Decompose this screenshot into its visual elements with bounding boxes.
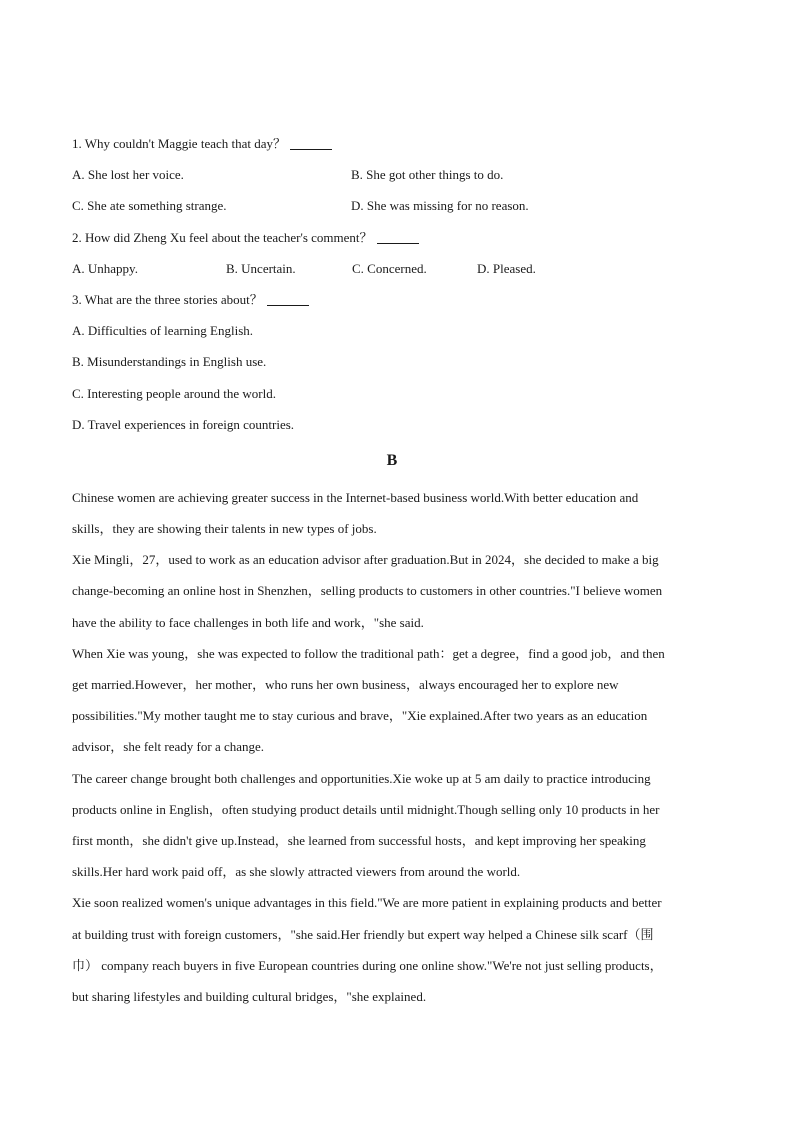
question-2-options-row xyxy=(72,253,712,284)
question-3-stem xyxy=(72,284,712,315)
answer-blank[interactable] xyxy=(267,289,309,306)
answer-blank[interactable] xyxy=(290,133,332,150)
option-d[interactable]: D. Travel experiences in foreign countries. xyxy=(72,416,295,432)
passage-line: Chinese women are achieving greater success in the Internet-based business world.With better education and xyxy=(72,489,639,505)
passage-line: skills，they are showing their talents in new types of jobs. xyxy=(72,521,377,537)
passage-line: 巾） company reach buyers in five European countries during one online show."We're not just selling products， xyxy=(72,957,663,973)
passage-line: possibilities."My mother taught me to stay curious and brave，"Xie explained.After two years as an education xyxy=(72,708,648,724)
option-a[interactable]: A. She lost her voice. xyxy=(72,167,184,183)
passage-line: The career change brought both challenges and opportunities.Xie woke up at 5 am daily to practice introducing xyxy=(72,770,651,786)
passage-line: advisor，she felt ready for a change. xyxy=(72,739,265,755)
passage-line: Xie Mingli，27，used to work as an education advisor after graduation.But in 2024，she decided to make a big xyxy=(72,552,659,568)
option-a[interactable]: A. Unhappy. xyxy=(72,260,138,276)
option-c[interactable]: C. She ate something strange. xyxy=(72,198,227,214)
option-d[interactable]: D. Pleased. xyxy=(477,260,536,276)
answer-blank[interactable] xyxy=(377,227,419,244)
passage-line: have the ability to face challenges in both life and work，"she said. xyxy=(72,614,424,630)
option-c[interactable]: C. Concerned. xyxy=(352,260,427,276)
passage-line: skills.Her hard work paid off，as she slowly attracted viewers from around the world. xyxy=(72,864,521,880)
passage-line: change-becoming an online host in Shenzhen，selling products to customers in other countries."I believe women xyxy=(72,583,663,599)
question-1-stem xyxy=(72,128,712,159)
option-a[interactable]: A. Difficulties of learning English. xyxy=(72,323,254,339)
option-c[interactable]: C. Interesting people around the world. xyxy=(72,385,276,401)
question-stem-text: 1. Why couldn't Maggie teach that day？ xyxy=(72,136,287,151)
passage-line: Xie soon realized women's unique advantages in this field."We are more patient in explaining products and better xyxy=(72,895,662,911)
passage-line: first month，she didn't give up.Instead，she learned from successful hosts，and kept improving her speaking xyxy=(72,832,646,848)
passage-line: get married.However，her mother，who runs her own business，always encouraged her to explore new xyxy=(72,677,619,692)
passage-line: but sharing lifestyles and building cultural bridges，"she explained. xyxy=(72,988,427,1004)
passage-line: products online in English，often studying product details until midnight.Though selling only 10 products in her xyxy=(72,801,660,817)
option-b[interactable]: B. Misunderstandings in English use. xyxy=(72,354,267,370)
section-heading: B xyxy=(386,451,398,469)
question-2-stem xyxy=(72,222,712,253)
worksheet-page xyxy=(72,128,712,1012)
passage-line: at building trust with foreign customers，"she said.Her friendly but expert way helped a Chinese silk scarf（围 xyxy=(72,926,654,942)
option-d[interactable]: D. She was missing for no reason. xyxy=(351,198,529,214)
question-1-options-row-1 xyxy=(72,159,712,190)
option-b[interactable]: B. She got other things to do. xyxy=(351,167,504,183)
reading-passage xyxy=(72,482,712,1012)
option-b[interactable]: B. Uncertain. xyxy=(226,260,296,276)
question-stem-text: 2. How did Zheng Xu feel about the teacher's comment？ xyxy=(72,229,373,245)
passage-line: When Xie was young，she was expected to follow the traditional path：get a degree，find a good job，and then xyxy=(72,645,665,661)
question-1-options-row-2 xyxy=(72,190,712,221)
question-stem-text: 3. What are the three stories about？ xyxy=(72,291,263,307)
